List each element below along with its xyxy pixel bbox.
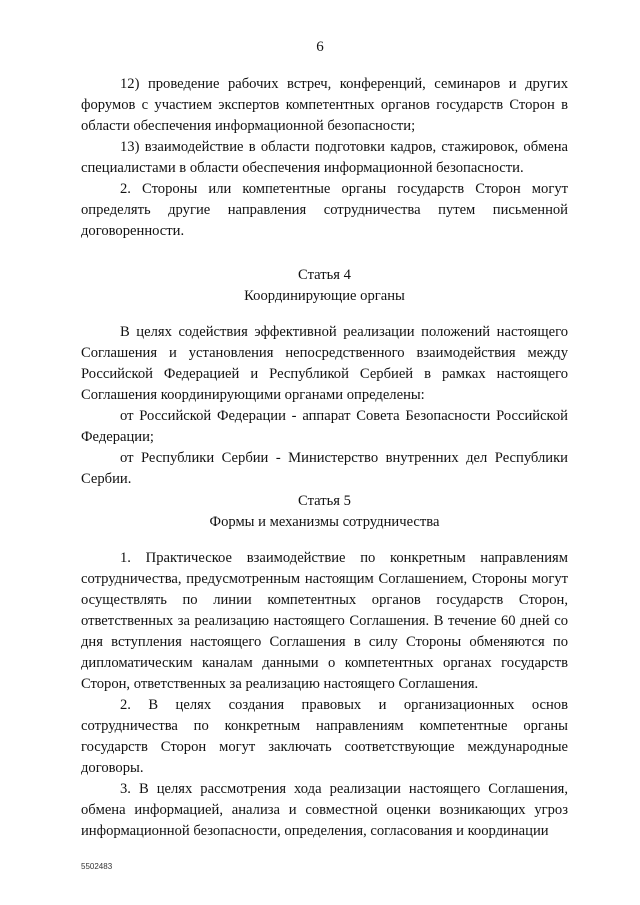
paragraph: от Республики Сербии - Министерство внутренних дел Республики Сербии. xyxy=(81,450,568,487)
article-number: Статья 4 xyxy=(298,267,351,283)
paragraph: 3. В целях рассмотрения хода реализации настоящего Соглашения, обмена информацией, анализа и совместной оценки возникающих угроз информационной безопасности, определения, согласования и координации xyxy=(81,781,568,839)
article-title: Координирующие органы xyxy=(244,288,405,304)
page-number: 6 xyxy=(316,39,324,55)
footer-code: 5502483 xyxy=(81,862,113,871)
article-number: Статья 5 xyxy=(298,493,351,509)
article-4-body xyxy=(81,322,568,490)
paragraph: 2. Стороны или компетентные органы государств Сторон могут определять другие направления сотрудничества путем письменной договоренности. xyxy=(81,181,568,239)
paragraph: В целях содействия эффективной реализации положений настоящего Соглашения и установления непосредственного взаимодействия между Российской Федерацией и Республикой Сербией в рамках настоящего Соглашения координирующими органами определены: xyxy=(81,324,568,403)
paragraph: от Российской Федерации - аппарат Совета Безопасности Российской Федерации; xyxy=(81,408,568,445)
paragraph: 1. Практическое взаимодействие по конкретным направлениям сотрудничества, предусмотренным настоящим Соглашением, Стороны могут осуществлять по линии компетентных органов государств Сторон, ответственных за реализацию настоящего Соглашения. В течение 60 дней со дня вступления настоящего Соглашения в силу Стороны обменяются по дипломатическим каналам данными о компетентных органах государств Сторон, ответственных за реализацию настоящего Соглашения. xyxy=(81,550,568,692)
paragraph: 2. В целях создания правовых и организационных основ сотрудничества по конкретным направлениям компетентные органы государств Сторон могут заключать соответствующие международные договоры. xyxy=(81,697,568,776)
article-4 xyxy=(81,265,568,307)
article-5 xyxy=(81,491,568,533)
article-5-body xyxy=(81,548,568,842)
article-title: Формы и механизмы сотрудничества xyxy=(209,514,440,530)
paragraph: 13) взаимодействие в области подготовки кадров, стажировок, обмена специалистами в области обеспечения информационной безопасности. xyxy=(81,139,568,176)
paragraph: 12) проведение рабочих встреч, конференций, семинаров и других форумов с участием экспертов компетентных органов государств Сторон в области обеспечения информационной безопасности; xyxy=(81,76,568,134)
intro-block xyxy=(81,74,568,242)
